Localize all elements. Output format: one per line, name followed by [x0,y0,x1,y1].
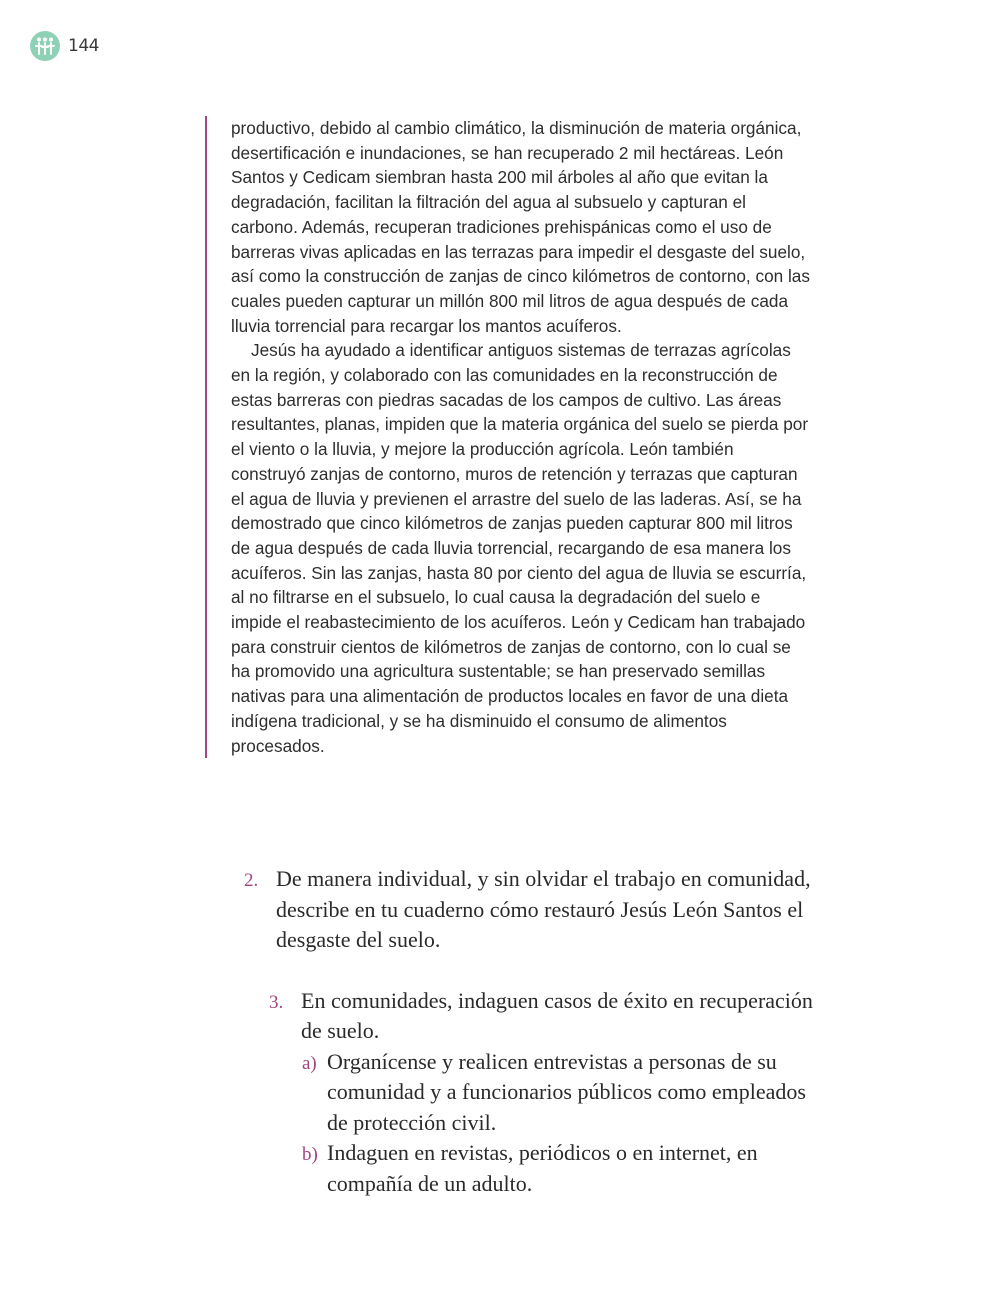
activity-sublist [302,1047,826,1200]
page-header [30,31,99,61]
children-figures-icon [34,36,56,56]
page-number: 144 [68,36,99,56]
reading-paragraph-1: productivo, debido al cambio climático, la disminución de materia orgánica, desertificación e inundaciones, se han recuperado 2 mil hectáreas. León Santos y Cedicam siembran hasta 200 mil árboles al año que evitan la degradación, facilitan la filtración del agua al subsuelo y capturan el carbono. Además, recuperan tradiciones prehispánicas como el uso de barreras vivas aplicadas en las terrazas para impedir el desgaste del suelo, así como la construcción de zanjas de cinco kilómetros de contorno, con las cuales pueden capturar un millón 800 mil litros de agua después de cada lluvia torrencial para recargar los mantos acuíferos. [231,118,810,336]
activities-list [236,864,826,1199]
sub-item-letter: a) [302,1052,317,1074]
sub-item-text: Organícense y realicen entrevistas a personas de su comunidad y a funcionarios públicos como empleados de protección civil. [327,1048,806,1135]
activity-number: 3. [269,991,284,1013]
reading-passage [205,116,811,758]
activity-item-3 [269,986,826,1047]
sub-item-text: Indaguen en revistas, periódicos o en internet, en compañía de un adulto. [327,1140,758,1196]
activity-item-2 [244,864,826,956]
sub-item-a [302,1047,826,1139]
sub-item-letter: b) [302,1144,318,1165]
reading-paragraph-2: Jesús ha ayudado a identificar antiguos sistemas de terrazas agrícolas en la región, y colaborado con las comunidades en la reconstrucción de estas barreras con piedras sacadas de los campos de cultivo. Las áreas resultantes, planas, impiden que la materia orgánica del suelo se pierda por el viento o la lluvia, y mejore la producción agrícola. León también construyó zanjas de contorno, muros de retención y terrazas que capturan el agua de lluvia y previenen el arrastre del suelo de las laderas. Así, se ha demostrado que cinco kilómetros de zanjas pueden capturar 800 mil litros de agua después de cada lluvia torrencial, recargando de esa manera los acuíferos. Sin las zanjas, hasta 80 por ciento del agua de lluvia se escurría, al no filtrarse en el subsuelo, lo cual causa la degradación del suelo e impide el reabastecimiento de los acuíferos. León y Cedicam han trabajado para construir cientos de kilómetros de zanjas de contorno, con lo cual se ha promovido una agricultura sustentable; se han preservado semillas nativas para una alimentación de productos locales en favor de una dieta indígena tradicional, y se ha disminuido el consumo de alimentos procesados. [231,340,809,756]
school-children-logo-icon [30,31,60,61]
activity-number: 2. [244,870,259,891]
sub-item-b [302,1138,826,1199]
activity-text: En comunidades, indaguen casos de éxito en recuperación de suelo. [301,987,813,1043]
activity-text: De manera individual, y sin olvidar el trabajo en comunidad, describe en tu cuaderno cómo restauró Jesús León Santos el desgaste del suelo. [276,866,811,952]
